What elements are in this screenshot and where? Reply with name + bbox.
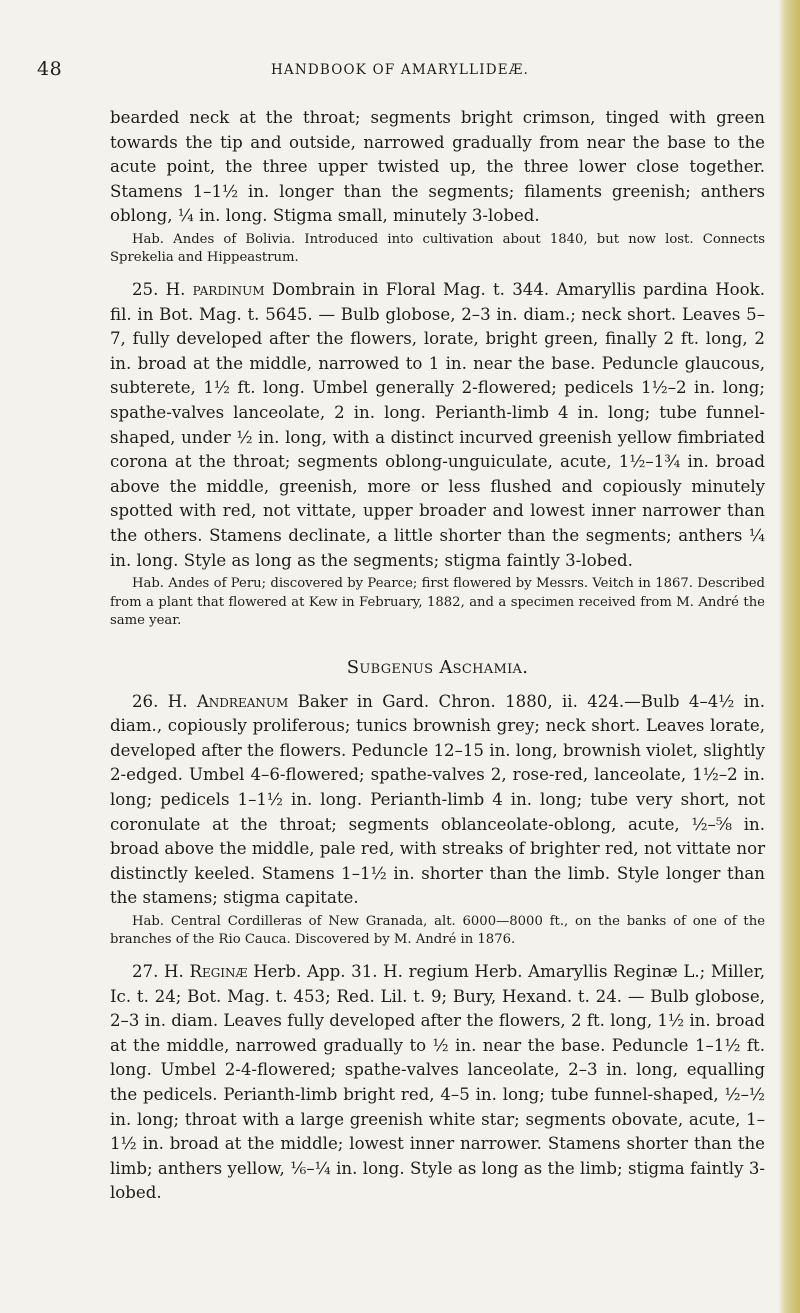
species-number: 26. H. (132, 691, 188, 711)
continued-description: bearded neck at the throat; segments bright crimson, tinged with green towards the tip and outside, narrowed gradually from near the base to the acute point, the three upper twisted up, the three lower close together. Stamens 1–1½ in. longer than the segments; filaments greenish; anthers oblong, ¼ in. long. Stigma small, minutely 3-lobed. (110, 108, 765, 226)
habitat-note: Hab. Andes of Bolivia. Introduced into cultivation about 1840, but now lost. Connects Sprekelia and Hippeastrum. (110, 231, 765, 266)
habitat-note: Hab. Andes of Peru; discovered by Pearce; first flowered by Messrs. Veitch in 1867. Described from a plant that flowered at Kew in February, 1882, and a specimen received from M. André the same year. (110, 576, 765, 629)
page-edge-shadow (778, 0, 800, 1313)
species-number: 25. H. (132, 279, 186, 299)
species-26 (110, 690, 765, 911)
habitat-note: Hab. Central Cordilleras of New Granada, alt. 6000—8000 ft., on the banks of one of the branches of the Rio Cauca. Discovered by M. André in 1876. (110, 913, 765, 948)
species-number: 27. H. (132, 961, 184, 981)
running-header: HANDBOOK OF AMARYLLIDEÆ. (270, 62, 530, 78)
page-body (110, 106, 765, 1206)
species-description: Dombrain in Floral Mag. t. 344. Amaryllis pardina Hook. fil. in Bot. Mag. t. 5645. — Bulb globose, 2–3 in. diam.; neck short. Leaves 5–7, fully developed after the flowers, lorate, bright green, finally 2 ft. long, 2 in. broad at the middle, narrowed to 1 in. near the base. Peduncle glaucous, subterete, 1½ ft. long. Umbel generally 2-flowered; pedicels 1½–2 in. long; spathe-valves lanceolate, 2 in. long. Perianth-limb 4 in. long; tube funnel-shaped, under ½ in. long, with a distinct incurved greenish yellow fimbriated corona at the throat; segments oblong-unguiculate, acute, 1½–1¾ in. broad above the middle, greenish, more or less flushed and copiously minutely spotted with red, not vittate, upper broader and lowest inner narrower than the others. Stamens declinate, a little shorter than the segments; anthers ¼ in. long. Style as long as the segments; stigma faintly 3-lobed. (110, 279, 765, 570)
species-description: Herb. App. 31. H. regium Herb. Amaryllis Reginæ L.; Miller, Ic. t. 24; Bot. Mag. t. 453; Red. Lil. t. 9; Bury, Hexand. t. 24. — Bulb globose, 2–3 in. diam. Leaves fully developed after the flowers, 2 ft. long, 1½ in. broad at the middle, narrowed gradually to ½ in. near the base. Peduncle 1–1½ ft. long. Umbel 2-4-flowered; spathe-valves lanceolate, 2–3 in. long, equalling the pedicels. Perianth-limb bright red, 4–5 in. long; tube funnel-shaped, ½–½ in. long; throat with a large greenish white star; segments obovate, acute, 1–1½ in. broad at the middle; lowest inner narrower. Stamens shorter than the limb; anthers yellow, ⅙–¼ in. long. Style as long as the limb; stigma faintly 3-lobed. (110, 961, 765, 1203)
species-name: Reginæ (189, 961, 248, 981)
species-name: Andreanum (196, 691, 289, 711)
subgenus-heading: Subgenus Aschamia. (346, 656, 529, 678)
species-27 (110, 960, 765, 1206)
species-name: pardinum (192, 279, 265, 299)
species-25 (110, 278, 765, 573)
species-description: Baker in Gard. Chron. 1880, ii. 424.—Bulb 4–4½ in. diam., copiously proliferous; tunics brownish grey; neck short. Leaves lorate, developed after the flowers. Peduncle 12–15 in. long, brownish violet, slightly 2-edged. Umbel 4–6-flowered; spathe-valves 2, rose-red, lanceolate, 1½–2 in. long; pedicels 1–1½ in. long. Perianth-limb 4 in. long; tube very short, not coronulate at the throat; segments oblanceolate-oblong, acute, ½–⅝ in. broad above the middle, pale red, with streaks of brighter red, not vittate nor distinctly keeled. Stamens 1–1½ in. shorter than the limb. Style longer than the stamens; stigma capitate. (110, 691, 765, 908)
page-number: 48 (37, 58, 63, 80)
